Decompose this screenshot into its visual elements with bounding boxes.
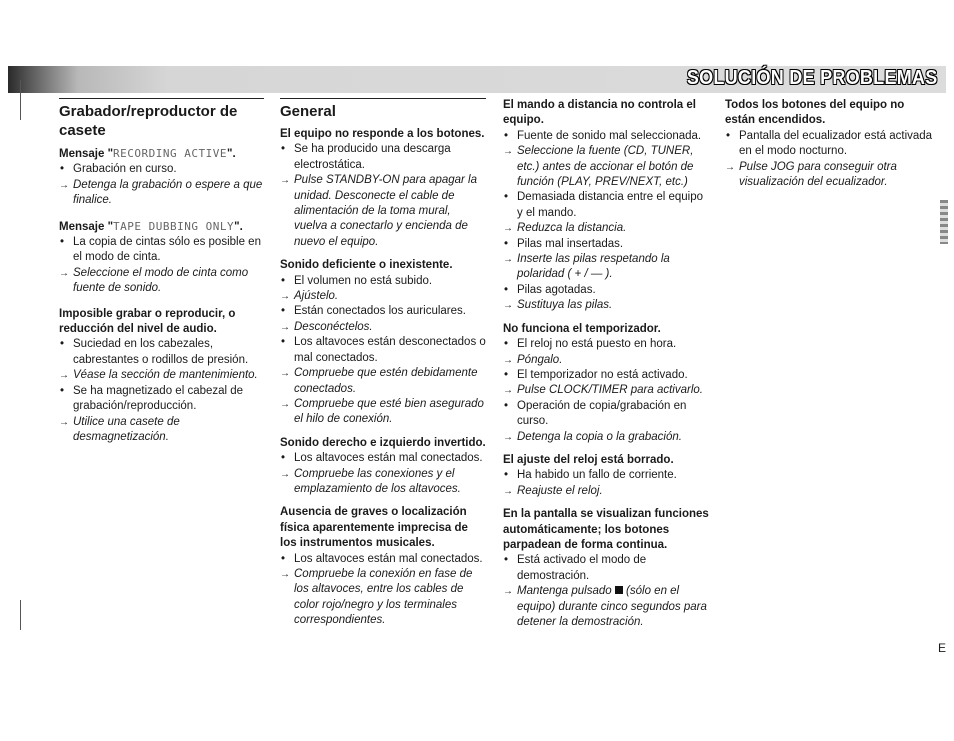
problem-heading: El ajuste del reloj está borrado. — [503, 453, 674, 466]
solution-item: → Póngalo. — [503, 353, 709, 368]
solution-item: → Sustituya las pilas. — [503, 298, 709, 313]
cause-item: • Están conectados los auriculares. — [280, 304, 486, 319]
solution-item: → Desconéctelos. — [280, 320, 486, 335]
heading-cassette: Grabador/reproductor de casete — [59, 103, 238, 139]
message-recording-active: Mensaje "RECORDING ACTIVE". — [59, 147, 236, 160]
cause-item: • Está activado el modo de demostración. — [503, 553, 709, 584]
cause-item: • El volumen no está subido. — [280, 274, 486, 289]
problem-heading: El equipo no responde a los botones. — [280, 128, 485, 140]
solution-item: → Inserte las pilas respetando la polaridad ( + / — ). — [503, 252, 709, 283]
cause-item: • La copia de cintas sólo es posible en el modo de cinta. — [59, 235, 264, 266]
cause-item: • Operación de copia/grabación en curso. — [503, 399, 709, 430]
column-buttons — [725, 98, 935, 190]
problem-heading: Sonido derecho e izquierdo invertido. — [280, 436, 486, 449]
section-title: SOLUCIÓN DE PROBLEMAS — [687, 67, 938, 89]
solution-item: → Pulse CLOCK/TIMER para activarlo. — [503, 383, 709, 398]
cause-item: • Los altavoces están mal conectados. — [280, 552, 486, 567]
margin-mark — [20, 600, 21, 630]
problem-heading: Todos los botones del equipo no están encendidos. — [725, 99, 905, 127]
problem-heading: El mando a distancia no controla el equipo. — [503, 99, 696, 127]
column-rule — [59, 98, 264, 99]
solution-item: → Pulse JOG para conseguir otra visualización del ecualizador. — [725, 160, 935, 191]
problem-heading: Imposible grabar o reproducir, o reducción del nivel de audio. — [59, 307, 236, 336]
column-rule — [280, 98, 486, 99]
cause-item: • Fuente de sonido mal seleccionada. — [503, 129, 709, 144]
problem-heading: Sonido deficiente o inexistente. — [280, 259, 453, 272]
cause-item: • Suciedad en los cabezales, cabrestantes o rodillos de presión. — [59, 337, 264, 368]
cause-item: • El reloj no está puesto en hora. — [503, 337, 709, 352]
solution-item: → Pulse STANDBY-ON para apagar la unidad. Desconecte el cable de alimentación de la toma mural, vuelva a conectarlo y encienda de nuevo el equipo. — [280, 173, 486, 250]
cause-item: • Se ha magnetizado el cabezal de grabación/reproducción. — [59, 384, 264, 415]
stop-square-icon — [615, 586, 623, 594]
section-banner — [8, 66, 946, 93]
solution-item: → Véase la sección de mantenimiento. — [59, 368, 264, 383]
page-edge-tab — [940, 200, 948, 244]
solution-item: → Reajuste el reloj. — [503, 484, 709, 499]
problem-heading: Ausencia de graves o localización física aparentemente imprecisa de los instrumentos musicales. — [280, 506, 468, 550]
heading-general: General — [280, 103, 336, 120]
solution-item: → Ajústelo. — [280, 289, 486, 304]
cause-item: • Pilas mal insertadas. — [503, 237, 709, 252]
cause-item: • Grabación en curso. — [59, 162, 264, 177]
cause-item: • Pantalla del ecualizador está activada en el modo nocturno. — [725, 129, 935, 160]
column-remote-timer — [503, 98, 709, 630]
cause-item: • Pilas agotadas. — [503, 283, 709, 298]
cause-item: • Demasiada distancia entre el equipo y el mando. — [503, 190, 709, 221]
cause-item: • El temporizador no está activado. — [503, 368, 709, 383]
cause-item: • Ha habido un fallo de corriente. — [503, 468, 709, 483]
problem-heading: No funciona el temporizador. — [503, 322, 661, 335]
message-tape-dubbing: Mensaje "TAPE DUBBING ONLY". — [59, 219, 243, 233]
solution-item: → Compruebe que estén debidamente conectados. — [280, 366, 486, 397]
solution-item: → Compruebe la conexión en fase de los altavoces, entre los cables de color rojo/negro y los terminales correspondientes. — [280, 567, 486, 629]
cause-item: • Los altavoces están desconectados o mal conectados. — [280, 335, 486, 366]
solution-item: → Utilice una casete de desmagnetización. — [59, 415, 264, 446]
solution-item: → Detenga la grabación o espere a que finalice. — [59, 178, 264, 209]
solution-item: → Mantenga pulsado (sólo en el equipo) durante cinco segundos para detener la demostración. — [503, 584, 709, 630]
solution-item: → Detenga la copia o la grabación. — [503, 430, 709, 445]
problem-heading: En la pantalla se visualizan funciones automáticamente; los botones parpadean de forma continua. — [503, 508, 709, 551]
cause-item: • Los altavoces están mal conectados. — [280, 451, 486, 466]
cause-item: • Se ha producido una descarga electrostática. — [280, 142, 486, 173]
solution-item: → Seleccione el modo de cinta como fuente de sonido. — [59, 266, 264, 297]
solution-item: → Reduzca la distancia. — [503, 221, 709, 236]
column-cassette — [59, 98, 264, 445]
margin-mark — [20, 80, 21, 120]
solution-item: → Compruebe que esté bien asegurado el hilo de conexión. — [280, 397, 486, 428]
solution-item: → Seleccione la fuente (CD, TUNER, etc.) antes de accionar el botón de función (PLAY, PREV/NEXT, etc.) — [503, 144, 709, 190]
solution-item: → Compruebe las conexiones y el emplazamiento de los altavoces. — [280, 467, 486, 498]
page-number: E — [937, 641, 946, 655]
column-general — [280, 98, 486, 629]
